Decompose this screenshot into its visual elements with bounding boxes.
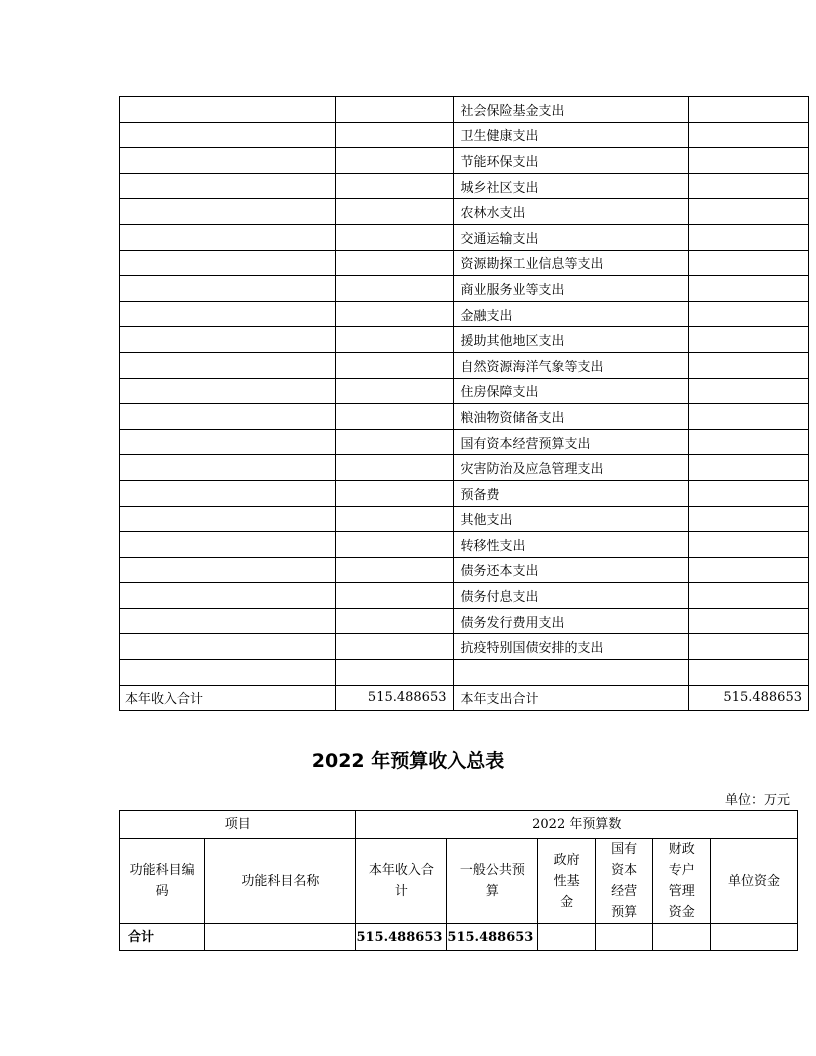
expense-total-label: 本年支出合计 [453, 685, 689, 711]
expense-item-cell: 农林水支出 [453, 199, 689, 225]
income-value-cell [335, 250, 453, 276]
expense-value-cell [689, 480, 809, 506]
income-item-cell [120, 276, 336, 302]
income-total-value: 515.488653 [335, 685, 453, 711]
header-general-public: 一般公共预算 [447, 839, 538, 924]
income-value-cell [335, 404, 453, 430]
income-value-cell [335, 480, 453, 506]
income-expense-table [119, 96, 809, 711]
table-row [120, 224, 809, 250]
expense-value-cell [689, 250, 809, 276]
income-item-cell [120, 378, 336, 404]
table-row [120, 276, 809, 302]
income-item-cell [120, 352, 336, 378]
table-row [120, 301, 809, 327]
income-item-cell [120, 480, 336, 506]
expense-item-cell: 灾害防治及应急管理支出 [453, 455, 689, 481]
expense-item-cell: 其他支出 [453, 506, 689, 532]
header-gov-fund: 政府性基金 [538, 839, 596, 924]
header-special-fund: 财政专户管理资金 [653, 839, 711, 924]
expense-item-cell: 债务发行费用支出 [453, 608, 689, 634]
expense-item-cell: 债务付息支出 [453, 583, 689, 609]
income-item-cell [120, 532, 336, 558]
header-row-1 [120, 811, 798, 839]
income-item-cell [120, 429, 336, 455]
expense-item-cell: 债务还本支出 [453, 557, 689, 583]
income-item-cell [120, 301, 336, 327]
expense-value-cell [689, 148, 809, 174]
income-value-cell [335, 148, 453, 174]
income-value-cell [335, 557, 453, 583]
expense-value-cell [689, 660, 809, 686]
income-value-cell [335, 173, 453, 199]
table-row [120, 250, 809, 276]
total-special-fund [653, 924, 711, 951]
total-name [205, 924, 356, 951]
income-value-cell [335, 660, 453, 686]
header-project: 项目 [120, 811, 356, 839]
expense-item-cell: 卫生健康支出 [453, 122, 689, 148]
table-row [120, 608, 809, 634]
expense-value-cell [689, 429, 809, 455]
income-value-cell [335, 506, 453, 532]
table-row [120, 97, 809, 123]
total-label: 合计 [120, 924, 205, 951]
totals-row [120, 685, 809, 711]
expense-value-cell [689, 506, 809, 532]
table-row [120, 327, 809, 353]
total-gov-fund [538, 924, 596, 951]
table-row [120, 429, 809, 455]
income-value-cell [335, 532, 453, 558]
income-item-cell [120, 506, 336, 532]
expense-value-cell [689, 608, 809, 634]
income-item-cell [120, 199, 336, 225]
total-state-capital [595, 924, 653, 951]
expense-item-cell: 自然资源海洋气象等支出 [453, 352, 689, 378]
budget-income-summary-table [119, 810, 798, 951]
table-row [120, 532, 809, 558]
expense-value-cell [689, 224, 809, 250]
expense-item-cell: 援助其他地区支出 [453, 327, 689, 353]
table-row [120, 173, 809, 199]
table-row [120, 122, 809, 148]
header-row-2 [120, 839, 798, 924]
expense-value-cell [689, 173, 809, 199]
income-item-cell [120, 97, 336, 123]
expense-item-cell: 商业服务业等支出 [453, 276, 689, 302]
expense-item-cell: 城乡社区支出 [453, 173, 689, 199]
expense-item-cell: 节能环保支出 [453, 148, 689, 174]
expense-item-cell: 交通运输支出 [453, 224, 689, 250]
expense-value-cell [689, 122, 809, 148]
income-value-cell [335, 455, 453, 481]
expense-value-cell [689, 97, 809, 123]
income-item-cell [120, 634, 336, 660]
total-unit-fund [711, 924, 798, 951]
expense-value-cell [689, 199, 809, 225]
income-value-cell [335, 327, 453, 353]
table-row [120, 199, 809, 225]
expense-item-cell: 资源勘探工业信息等支出 [453, 250, 689, 276]
income-value-cell [335, 301, 453, 327]
income-item-cell [120, 173, 336, 199]
unit-label: 单位：万元 [724, 793, 790, 808]
table-row [120, 634, 809, 660]
table-row [120, 378, 809, 404]
header-income-total: 本年收入合计 [356, 839, 447, 924]
income-item-cell [120, 557, 336, 583]
income-total-label: 本年收入合计 [120, 685, 336, 711]
income-item-cell [120, 583, 336, 609]
table-row [120, 660, 809, 686]
expense-value-cell [689, 352, 809, 378]
total-income: 515.488653 [356, 924, 447, 951]
expense-value-cell [689, 276, 809, 302]
income-value-cell [335, 97, 453, 123]
header-state-capital: 国有资本经营预算 [595, 839, 653, 924]
income-item-cell [120, 148, 336, 174]
header-unit-fund: 单位资金 [711, 839, 798, 924]
expense-item-cell: 国有资本经营预算支出 [453, 429, 689, 455]
expense-total-value: 515.488653 [689, 685, 809, 711]
expense-item-cell: 转移性支出 [453, 532, 689, 558]
income-item-cell [120, 404, 336, 430]
income-value-cell [335, 122, 453, 148]
income-item-cell [120, 250, 336, 276]
expense-item-cell: 粮油物资储备支出 [453, 404, 689, 430]
total-row [120, 924, 798, 951]
expense-item-cell: 抗疫特别国债安排的支出 [453, 634, 689, 660]
income-value-cell [335, 276, 453, 302]
expense-value-cell [689, 327, 809, 353]
table-row [120, 404, 809, 430]
table-row [120, 557, 809, 583]
expense-value-cell [689, 404, 809, 430]
expense-value-cell [689, 557, 809, 583]
income-item-cell [120, 224, 336, 250]
income-value-cell [335, 583, 453, 609]
expense-value-cell [689, 378, 809, 404]
income-value-cell [335, 378, 453, 404]
income-item-cell [120, 327, 336, 353]
expense-item-cell: 社会保险基金支出 [453, 97, 689, 123]
expense-item-cell: 住房保障支出 [453, 378, 689, 404]
income-item-cell [120, 455, 336, 481]
expense-item-cell: 预备费 [453, 480, 689, 506]
header-name: 功能科目名称 [205, 839, 356, 924]
table-row [120, 506, 809, 532]
header-code: 功能科目编码 [120, 839, 205, 924]
expense-value-cell [689, 455, 809, 481]
page-title: 2022 年预算收入总表 [311, 750, 505, 772]
income-value-cell [335, 352, 453, 378]
expense-item-cell: 金融支出 [453, 301, 689, 327]
expense-item-cell [453, 660, 689, 686]
income-item-cell [120, 122, 336, 148]
income-value-cell [335, 608, 453, 634]
income-value-cell [335, 199, 453, 225]
income-value-cell [335, 224, 453, 250]
table-row [120, 455, 809, 481]
expense-value-cell [689, 634, 809, 660]
total-general-public: 515.488653 [447, 924, 538, 951]
table-row [120, 148, 809, 174]
expense-value-cell [689, 532, 809, 558]
income-item-cell [120, 660, 336, 686]
table-row [120, 352, 809, 378]
table-row [120, 480, 809, 506]
income-value-cell [335, 634, 453, 660]
header-budget-year: 2022 年预算数 [356, 811, 798, 839]
expense-value-cell [689, 583, 809, 609]
expense-value-cell [689, 301, 809, 327]
income-value-cell [335, 429, 453, 455]
income-item-cell [120, 608, 336, 634]
table-row [120, 583, 809, 609]
